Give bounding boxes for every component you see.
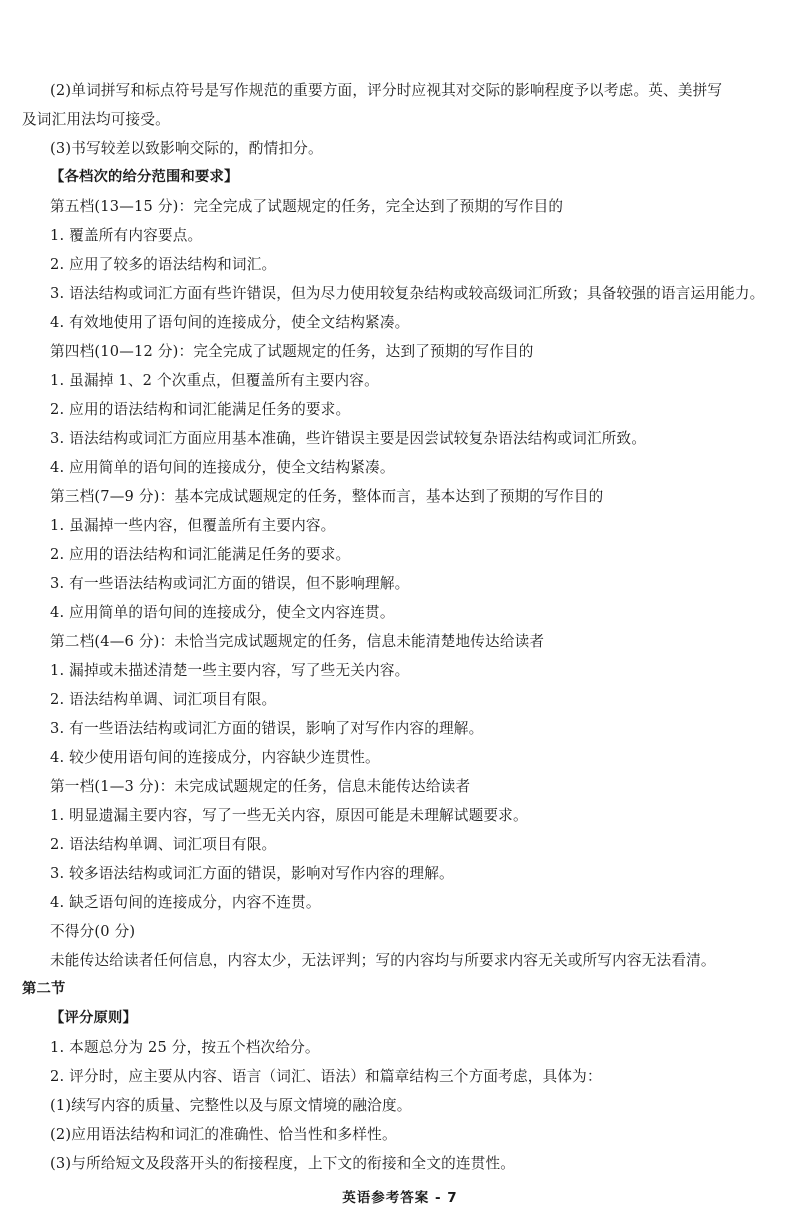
text-line: 第一档(1—3 分)：未完成试题规定的任务，信息未能传达给读者 xyxy=(50,778,471,795)
text-line: 1. 漏掉或未描述清楚一些主要内容，写了些无关内容。 xyxy=(50,662,410,679)
text-line: 1. 虽漏掉 1、2 个次重点，但覆盖所有主要内容。 xyxy=(50,372,379,389)
text-line: 1. 覆盖所有内容要点。 xyxy=(50,227,203,244)
text-line: 2. 语法结构单调、词汇项目有限。 xyxy=(50,691,277,708)
text-line: 1. 明显遗漏主要内容，写了一些无关内容，原因可能是未理解试题要求。 xyxy=(50,807,528,824)
text-line: 4. 较少使用语句间的连接成分，内容缺少连贯性。 xyxy=(50,749,380,766)
text-line: 4. 应用简单的语句间的连接成分，使全文内容连贯。 xyxy=(50,604,395,621)
text-line: (2)应用语法结构和词汇的准确性、恰当性和多样性。 xyxy=(50,1126,397,1143)
text-line: 1. 本题总分为 25 分，按五个档次给分。 xyxy=(50,1039,320,1056)
text-line: 4. 有效地使用了语句间的连接成分，使全文结构紧凑。 xyxy=(50,314,410,331)
text-line: 2. 语法结构单调、词汇项目有限。 xyxy=(50,836,277,853)
text-line: 2. 应用的语法结构和词汇能满足任务的要求。 xyxy=(50,401,351,418)
text-line: (3)书写较差以致影响交际的，酌情扣分。 xyxy=(50,140,323,157)
page-footer: 英语参考答案 - 7 xyxy=(342,1190,458,1206)
text-line: 3. 有一些语法结构或词汇方面的错误，影响了对写作内容的理解。 xyxy=(50,720,484,737)
text-line: 4. 应用简单的语句间的连接成分，使全文结构紧凑。 xyxy=(50,459,395,476)
text-line: 3. 较多语法结构或词汇方面的错误，影响对写作内容的理解。 xyxy=(50,865,454,882)
text-line: 1. 虽漏掉一些内容，但覆盖所有主要内容。 xyxy=(50,517,336,534)
document-body xyxy=(22,76,778,1178)
text-line: 第三档(7—9 分)：基本完成试题规定的任务，整体而言，基本达到了预期的写作目的 xyxy=(50,488,604,505)
text-line: 第五档(13—15 分)：完全完成了试题规定的任务，完全达到了预期的写作目的 xyxy=(50,198,564,215)
text-line: 2. 评分时，应主要从内容、语言（词汇、语法）和篇章结构三个方面考虑，具体为： xyxy=(50,1068,602,1085)
text-line: 未能传达给读者任何信息，内容太少，无法评判；写的内容均与所要求内容无关或所写内容无法看清。 xyxy=(50,952,716,969)
text-line: 3. 有一些语法结构或词汇方面的错误，但不影响理解。 xyxy=(50,575,410,592)
text-line: 4. 缺乏语句间的连接成分，内容不连贯。 xyxy=(50,894,321,911)
text-line: (3)与所给短文及段落开头的衔接程度，上下文的衔接和全文的连贯性。 xyxy=(50,1155,516,1172)
text-line: 及词汇用法均可接受。 xyxy=(22,111,170,128)
section-heading: 【评分原则】 xyxy=(50,1010,137,1026)
text-line: (2)单词拼写和标点符号是写作规范的重要方面，评分时应视其对交际的影响程度予以考虑。英、美拼写 xyxy=(50,82,723,99)
text-line: 2. 应用了较多的语法结构和词汇。 xyxy=(50,256,277,273)
text-line: 第二档(4—6 分)：未恰当完成试题规定的任务，信息未能清楚地传达给读者 xyxy=(50,633,545,650)
section-heading: 第二节 xyxy=(22,981,66,997)
text-line: 第四档(10—12 分)：完全完成了试题规定的任务，达到了预期的写作目的 xyxy=(50,343,534,360)
text-line: 2. 应用的语法结构和词汇能满足任务的要求。 xyxy=(50,546,351,563)
text-line: (1)续写内容的质量、完整性以及与原文情境的融洽度。 xyxy=(50,1097,412,1114)
text-line: 不得分(0 分) xyxy=(50,923,136,940)
text-line: 3. 语法结构或词汇方面有些许错误，但为尽力使用较复杂结构或较高级词汇所致；具备较强的语言运用能力。 xyxy=(50,285,765,302)
section-heading: 【各档次的给分范围和要求】 xyxy=(50,169,239,185)
text-line: 3. 语法结构或词汇方面应用基本准确，些许错误主要是因尝试较复杂语法结构或词汇所致。 xyxy=(50,430,647,447)
